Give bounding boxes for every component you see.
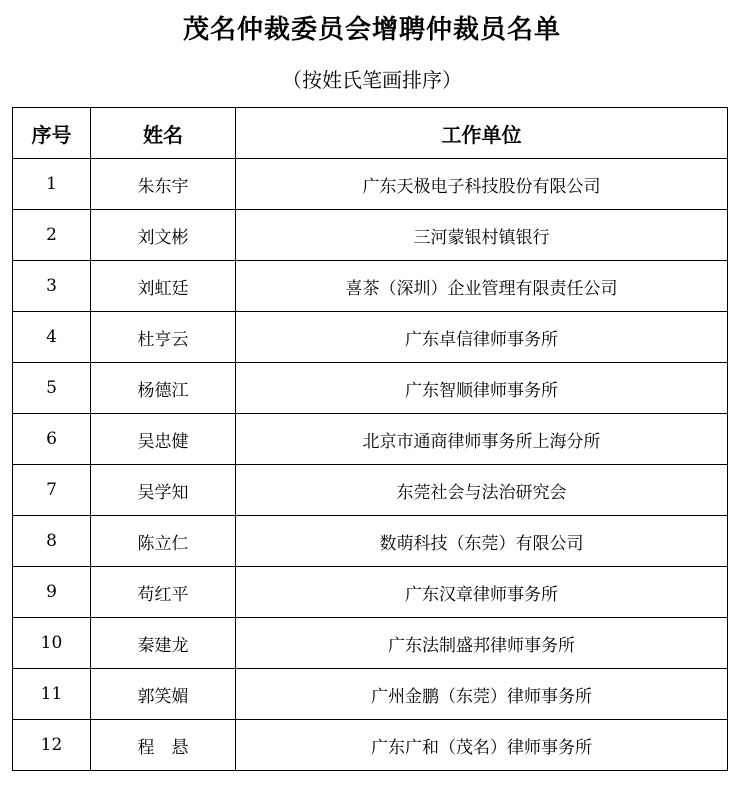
table-row (13, 465, 728, 516)
column-header-name: 姓名 (91, 108, 236, 159)
table-row (13, 618, 728, 669)
cell-name: 吴忠健 (91, 414, 236, 465)
cell-unit: 广东天极电子科技股份有限公司 (236, 159, 728, 210)
cell-no: 3 (13, 261, 91, 312)
cell-name: 吴学知 (91, 465, 236, 516)
cell-unit: 三河蒙银村镇银行 (236, 210, 728, 261)
table-row (13, 720, 728, 771)
cell-unit: 北京市通商律师事务所上海分所 (236, 414, 728, 465)
cell-name: 陈立仁 (91, 516, 236, 567)
column-header-no: 序号 (13, 108, 91, 159)
cell-unit: 广东卓信律师事务所 (236, 312, 728, 363)
cell-unit: 广州金鹏（东莞）律师事务所 (236, 669, 728, 720)
cell-name: 郭笑媚 (91, 669, 236, 720)
column-header-unit: 工作单位 (236, 108, 728, 159)
table-row (13, 567, 728, 618)
cell-unit: 数萌科技（东莞）有限公司 (236, 516, 728, 567)
cell-unit: 喜茶（深圳）企业管理有限责任公司 (236, 261, 728, 312)
table-row (13, 312, 728, 363)
cell-unit: 东莞社会与法治研究会 (236, 465, 728, 516)
cell-no: 8 (13, 516, 91, 567)
cell-name: 刘文彬 (91, 210, 236, 261)
cell-no: 2 (13, 210, 91, 261)
arbitrator-roster-table (12, 107, 728, 771)
table-row (13, 414, 728, 465)
cell-no: 10 (13, 618, 91, 669)
cell-name: 朱东宇 (91, 159, 236, 210)
cell-name: 苟红平 (91, 567, 236, 618)
document-subtitle: （按姓氏笔画排序） (282, 68, 462, 92)
cell-no: 4 (13, 312, 91, 363)
cell-no: 6 (13, 414, 91, 465)
document-title: 茂名仲裁委员会增聘仲裁员名单 (182, 15, 561, 45)
table-row (13, 669, 728, 720)
cell-name: 程 悬 (91, 720, 236, 771)
cell-unit: 广东法制盛邦律师事务所 (236, 618, 728, 669)
cell-name: 秦建龙 (91, 618, 236, 669)
cell-no: 1 (13, 159, 91, 210)
cell-unit: 广东汉章律师事务所 (236, 567, 728, 618)
table-row (13, 261, 728, 312)
cell-no: 9 (13, 567, 91, 618)
cell-unit: 广东广和（茂名）律师事务所 (236, 720, 728, 771)
cell-no: 11 (13, 669, 91, 720)
cell-no: 12 (13, 720, 91, 771)
cell-name: 刘虹廷 (91, 261, 236, 312)
table-row (13, 159, 728, 210)
cell-name: 杜亨云 (91, 312, 236, 363)
cell-name: 杨德江 (91, 363, 236, 414)
table-row (13, 363, 728, 414)
cell-no: 7 (13, 465, 91, 516)
table-row (13, 210, 728, 261)
cell-unit: 广东智顺律师事务所 (236, 363, 728, 414)
table-row (13, 516, 728, 567)
table-header-row (13, 108, 728, 159)
cell-no: 5 (13, 363, 91, 414)
